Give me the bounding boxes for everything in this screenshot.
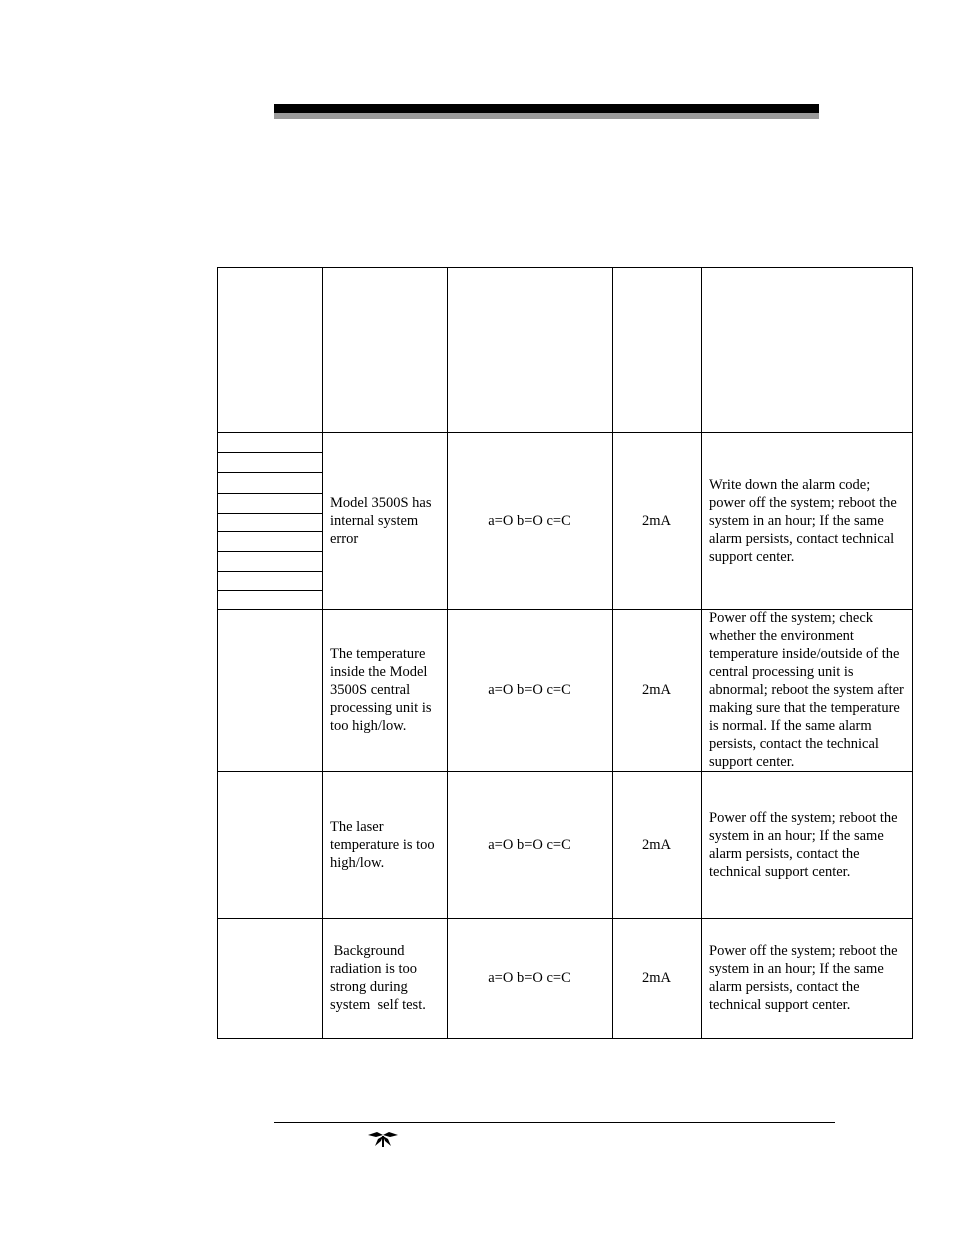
table-row-2-action: Power off the system; check whether the environment temperature inside/outside of the central processing unit is abnormal; reboot the system after making sure that the temperature is normal. If the same alarm persists, contact the technical support center.	[709, 610, 904, 770]
table-row-3-current-output: 2mA	[642, 836, 671, 853]
footer-rule	[274, 1122, 835, 1123]
table-row-4-current-output: 2mA	[642, 970, 671, 986]
table-row-4-relay-states: a=O b=O c=C	[488, 970, 571, 986]
table-row-3-relay-states: a=O b=O c=C	[488, 836, 571, 853]
table-row-2-relay-states: a=O b=O c=C	[488, 682, 571, 698]
table-row-1-description: Model 3500S has internal system error	[330, 494, 432, 547]
table-row-3-description: The laser temperature is too high/low.	[330, 818, 435, 871]
table-row-1-relay-states: a=O b=O c=C	[488, 512, 571, 529]
table-row-4-description: Background radiation is too strong during system self test.	[330, 943, 426, 1013]
table-row-2-current-output: 2mA	[642, 682, 671, 698]
table-row-3-action: Power off the system; reboot the system in an hour; If the same alarm persists, contact the technical support center.	[709, 809, 898, 880]
teledyne-logo-icon	[366, 1131, 400, 1147]
table-row-2-description: The temperature inside the Model 3500S central processing unit is too high/low.	[330, 646, 432, 734]
table-row-4-action: Power off the system; reboot the system in an hour; If the same alarm persists, contact the technical support center.	[709, 943, 898, 1013]
header-rule	[274, 104, 819, 113]
header-rule-shadow	[274, 113, 819, 119]
alarm-table	[217, 267, 913, 1039]
table-row-1-current-output: 2mA	[642, 512, 671, 529]
table-header-row	[217, 267, 913, 432]
table-row-1-action: Write down the alarm code; power off the system; reboot the system in an hour; If the same alarm persists, contact technical support center.	[709, 476, 897, 565]
